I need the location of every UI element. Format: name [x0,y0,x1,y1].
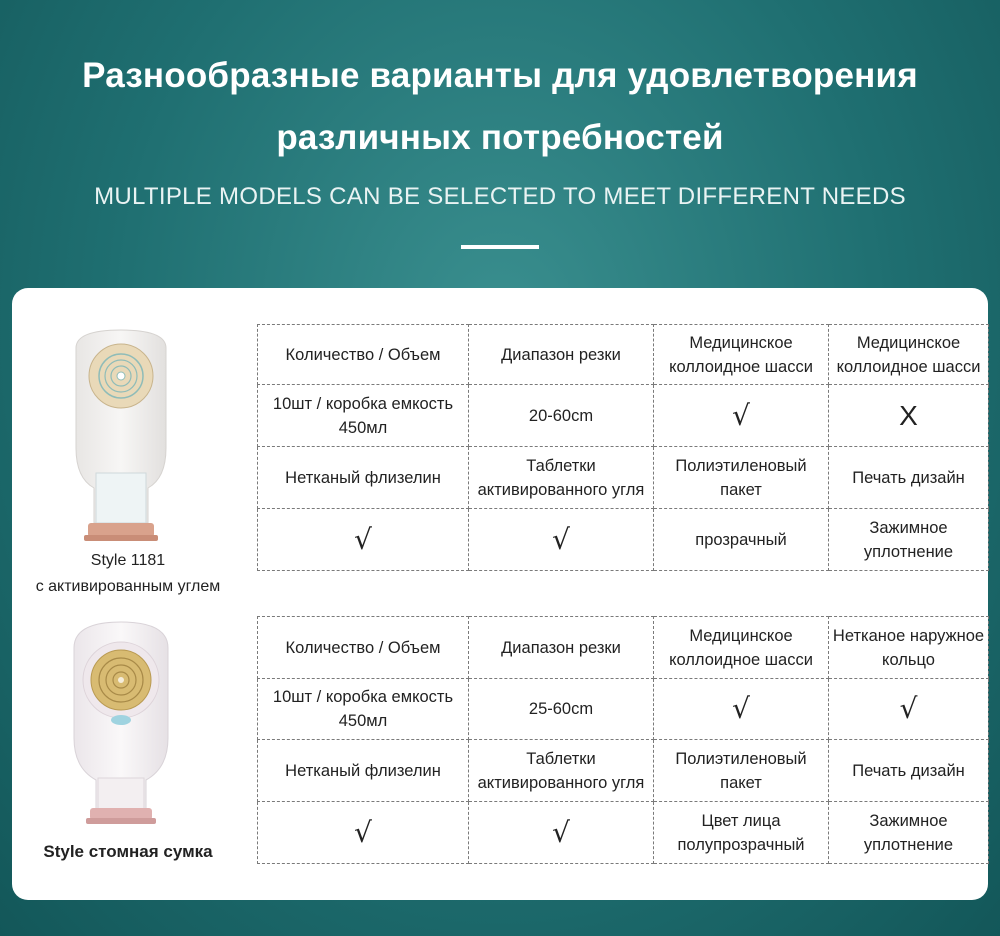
table-cell: Нетканое наружное кольцо [829,617,989,679]
table-cell: Диапазон резки [469,617,654,679]
table-row [258,679,989,740]
table-cell: Цвет лица полупрозрачный [654,802,829,864]
table-cell: 10шт / коробка емкость 450мл [258,679,469,740]
page-title-line-2: различных потребностей [276,118,724,157]
table-row [258,325,989,385]
table-cell: Печать дизайн [829,447,989,509]
table-cell: Нетканый флизелин [258,740,469,802]
check-mark: √ [469,802,654,864]
page-title-line-1: Разнообразные варианты для удовлетворения [82,56,918,95]
cross-mark: X [829,385,989,447]
product-1181-caption-note: с активированным углем [35,578,221,595]
spec-table-stoma [257,616,989,864]
table-row [258,447,989,509]
check-mark: √ [469,509,654,571]
table-cell: 25-60cm [469,679,654,740]
table-cell: прозрачный [654,509,829,571]
table-cell: Количество / Объем [258,617,469,679]
table-cell: Медицинское коллоидное шасси [654,325,829,385]
table-cell: Количество / Объем [258,325,469,385]
ostomy-bag-1181-image [66,328,176,556]
table-cell: Таблетки активированного угля [469,447,654,509]
table-cell: Зажимное уплотнение [829,509,989,571]
check-mark: √ [829,679,989,740]
table-row [258,802,989,864]
comparison-card [12,288,988,900]
table-cell: Печать дизайн [829,740,989,802]
table-cell: Диапазон резки [469,325,654,385]
stoma-bag-image [66,618,176,838]
table-cell: 20-60cm [469,385,654,447]
table-row [258,740,989,802]
title-divider [461,245,539,249]
table-cell: Таблетки активированного угля [469,740,654,802]
table-cell: Медицинское коллоидное шасси [829,325,989,385]
table-cell: Медицинское коллоидное шасси [654,617,829,679]
table-cell: 10шт / коробка емкость 450мл [258,385,469,447]
page-subtitle: MULTIPLE MODELS CAN BE SELECTED TO MEET DIFFERENT NEEDS [94,183,906,210]
spec-table-1181 [257,324,989,571]
product-1181-caption-style: Style 1181 [90,552,166,569]
check-mark: √ [258,802,469,864]
check-mark: √ [654,679,829,740]
table-cell: Полиэтиленовый пакет [654,447,829,509]
product-stoma-caption: Style стомная сумка [43,842,213,861]
table-row [258,385,989,447]
table-cell: Зажимное уплотнение [829,802,989,864]
check-mark: √ [654,385,829,447]
table-row [258,509,989,571]
check-mark: √ [258,509,469,571]
table-cell: Нетканый флизелин [258,447,469,509]
table-row [258,617,989,679]
table-cell: Полиэтиленовый пакет [654,740,829,802]
